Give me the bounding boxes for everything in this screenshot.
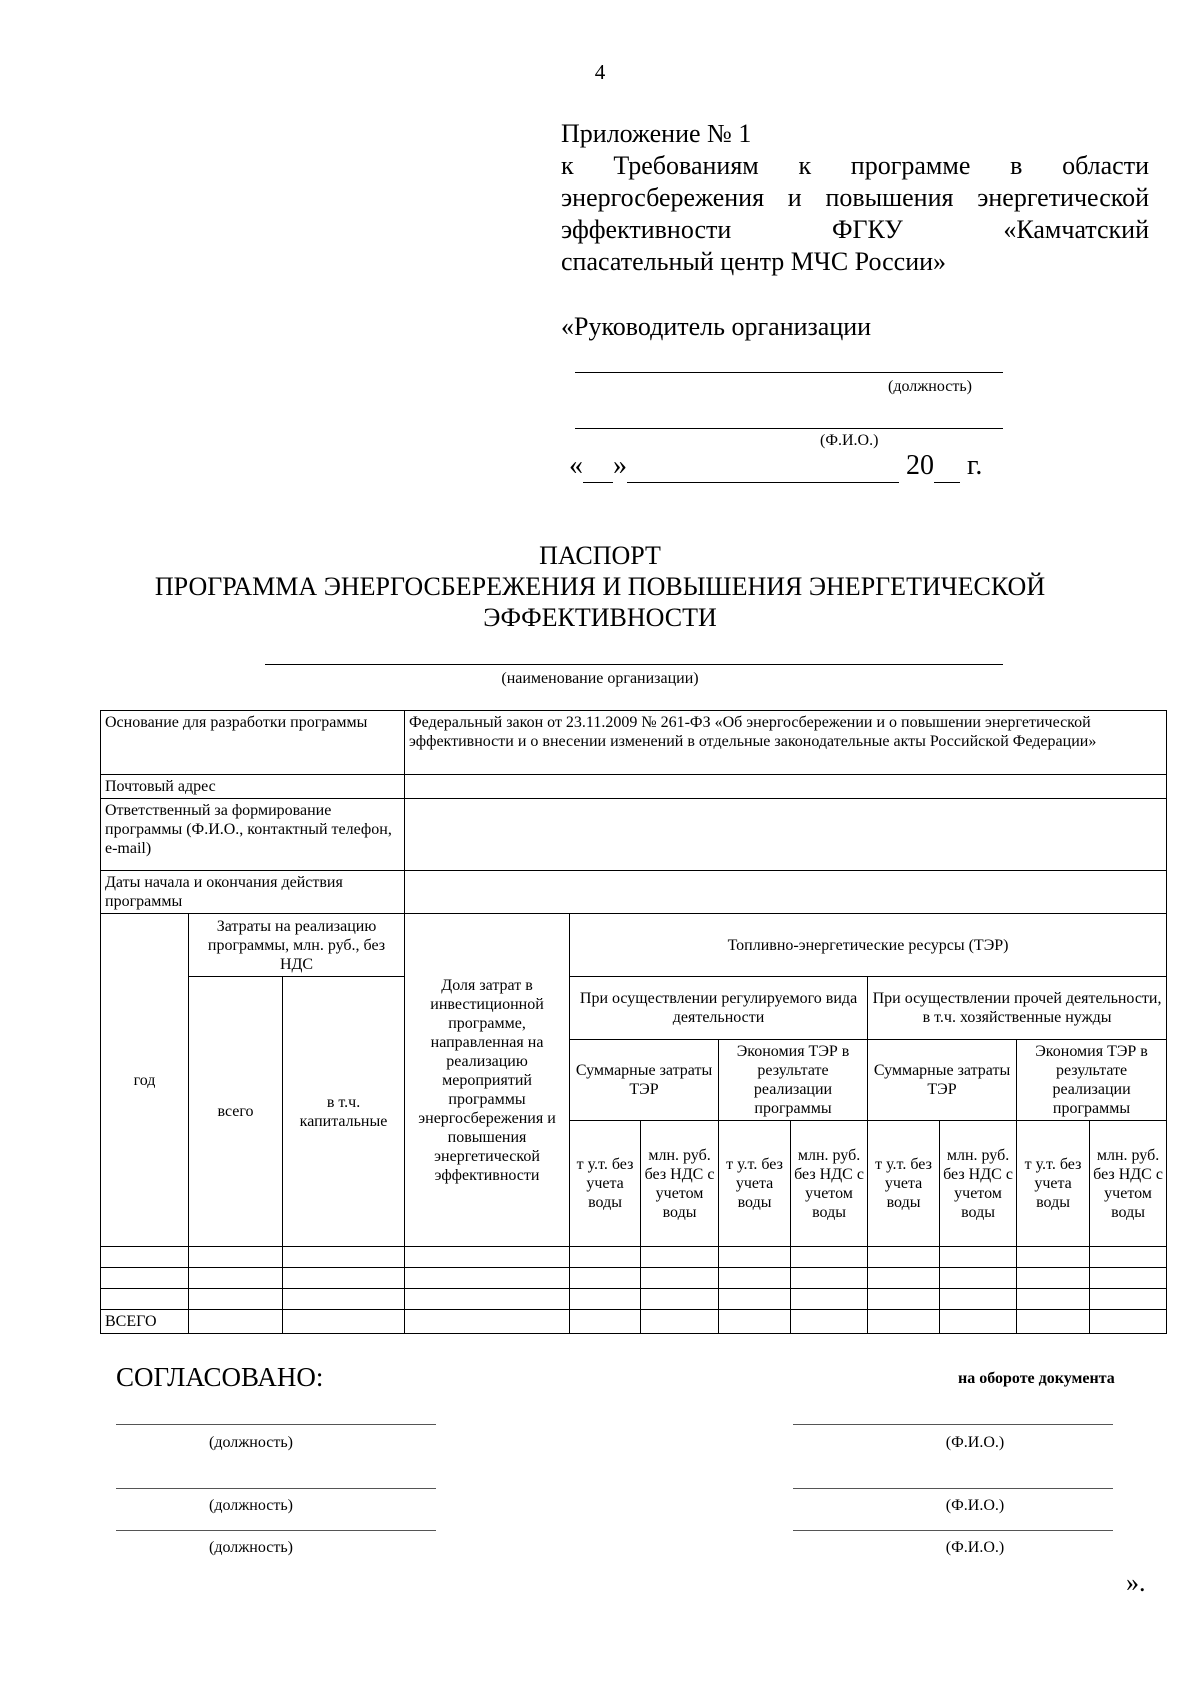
total-row <box>101 1310 1167 1334</box>
responsible-value <box>405 799 1167 871</box>
unit-tut-1: т у.т. без учета воды <box>570 1121 641 1247</box>
org-caption: (наименование организации) <box>501 670 699 687</box>
ter-header: Топливно-энергетические ресурсы (ТЭР) <box>570 914 1167 977</box>
name-caption-3: (Ф.И.О.) <box>945 1539 1005 1556</box>
position-caption-2: (должность) <box>209 1497 293 1514</box>
signature-line-name-2 <box>793 1488 1113 1489</box>
regulated-savings-header: Экономия ТЭР в результате реализации программы <box>719 1040 868 1121</box>
agreed-heading: СОГЛАСОВАНО: <box>116 1362 324 1392</box>
date-close-quote: » <box>613 450 627 481</box>
position-line <box>575 372 1003 373</box>
name-caption-2: (Ф.И.О.) <box>945 1497 1005 1514</box>
other-header: При осуществлении прочей деятельности, в т.ч. хозяйственные нужды <box>868 977 1167 1040</box>
date-open-quote: « <box>569 450 583 481</box>
postal-label: Почтовый адрес <box>101 775 405 799</box>
signature-line-position-2 <box>116 1488 436 1489</box>
total-header: всего <box>189 977 283 1247</box>
passport-subtitle-1: ПРОГРАММА ЭНЕРГОСБЕРЕЖЕНИЯ И ПОВЫШЕНИЯ ЭНЕРГЕТИЧЕСКОЙ <box>154 572 1046 601</box>
unit-rub-2: млн. руб. без НДС с учетом воды <box>791 1121 868 1247</box>
table-row <box>101 1247 1167 1268</box>
closing-quote: ». <box>1126 1568 1146 1597</box>
unit-tut-3: т у.т. без учета воды <box>868 1121 940 1247</box>
unit-rub-1: млн. руб. без НДС с учетом воды <box>641 1121 719 1247</box>
position-caption: (должность) <box>888 378 972 395</box>
passport-title: ПАСПОРТ <box>539 541 661 570</box>
total-row-label: ВСЕГО <box>101 1310 189 1334</box>
page-number: 4 <box>594 60 606 84</box>
unit-rub-3: млн. руб. без НДС с учетом воды <box>940 1121 1017 1247</box>
appendix-line-3: эффективности ФГКУ «Камчатский <box>561 215 1149 244</box>
dates-value <box>405 871 1167 914</box>
passport-table <box>100 710 1167 1334</box>
other-sum-header: Суммарные затраты ТЭР <box>868 1040 1017 1121</box>
postal-value <box>405 775 1167 799</box>
appendix-block <box>561 118 1149 278</box>
passport-subtitle-2: ЭФФЕКТИВНОСТИ <box>483 603 717 632</box>
dates-label: Даты начала и окончания действия программы <box>101 871 405 914</box>
appendix-line-4: спасательный центр МЧС России» <box>561 247 947 276</box>
capital-header: в т.ч. капитальные <box>283 977 405 1247</box>
unit-tut-2: т у.т. без учета воды <box>719 1121 791 1247</box>
reverse-note: на обороте документа <box>958 1370 1115 1387</box>
approval-date <box>569 450 982 483</box>
responsible-label: Ответственный за формирование программы (Ф.И.О., контактный телефон, e-mail) <box>101 799 405 871</box>
share-header: Доля затрат в инвестиционной программе, направленная на реализацию мероприятий программы энергосбережения и повышения энергетической эффективности <box>405 914 570 1247</box>
signature-line-name-3 <box>793 1530 1113 1531</box>
costs-header: Затраты на реализацию программы, млн. руб., без НДС <box>189 914 405 977</box>
basis-label: Основание для разработки программы <box>101 711 405 775</box>
position-caption-3: (должность) <box>209 1539 293 1556</box>
name-line <box>575 428 1003 429</box>
day-blank <box>583 450 613 483</box>
unit-tut-4: т у.т. без учета воды <box>1017 1121 1090 1247</box>
name-caption-1: (Ф.И.О.) <box>945 1434 1005 1451</box>
other-savings-header: Экономия ТЭР в результате реализации программы <box>1017 1040 1167 1121</box>
month-blank <box>627 450 899 483</box>
regulated-header: При осуществлении регулируемого вида деятельности <box>570 977 868 1040</box>
appendix-line-2: энергосбережения и повышения энергетической <box>561 183 1149 212</box>
signature-line-position-3 <box>116 1530 436 1531</box>
year-header: год <box>101 914 189 1247</box>
name-caption: (Ф.И.О.) <box>820 432 879 449</box>
year-suffix: г. <box>967 450 983 481</box>
table-row <box>101 1289 1167 1310</box>
basis-value: Федеральный закон от 23.11.2009 № 261-ФЗ «Об энергосбережении и о повышении энергетической эффективности и о внесении изменений в отдельные законодательные акты Российской Федерации» <box>405 711 1167 775</box>
regulated-sum-header: Суммарные затраты ТЭР <box>570 1040 719 1121</box>
appendix-title: Приложение № 1 <box>561 119 752 148</box>
signature-line-name-1 <box>793 1424 1113 1425</box>
approval-head: «Руководитель организации <box>561 312 872 341</box>
table-row <box>101 1268 1167 1289</box>
unit-rub-4: млн. руб. без НДС с учетом воды <box>1090 1121 1167 1247</box>
appendix-line-1: к Требованиям к программе в области <box>561 151 1149 180</box>
org-name-line <box>265 664 1003 665</box>
year-blank <box>934 450 960 483</box>
position-caption-1: (должность) <box>209 1434 293 1451</box>
year-prefix: 20 <box>906 450 934 481</box>
signature-line-position-1 <box>116 1424 436 1425</box>
